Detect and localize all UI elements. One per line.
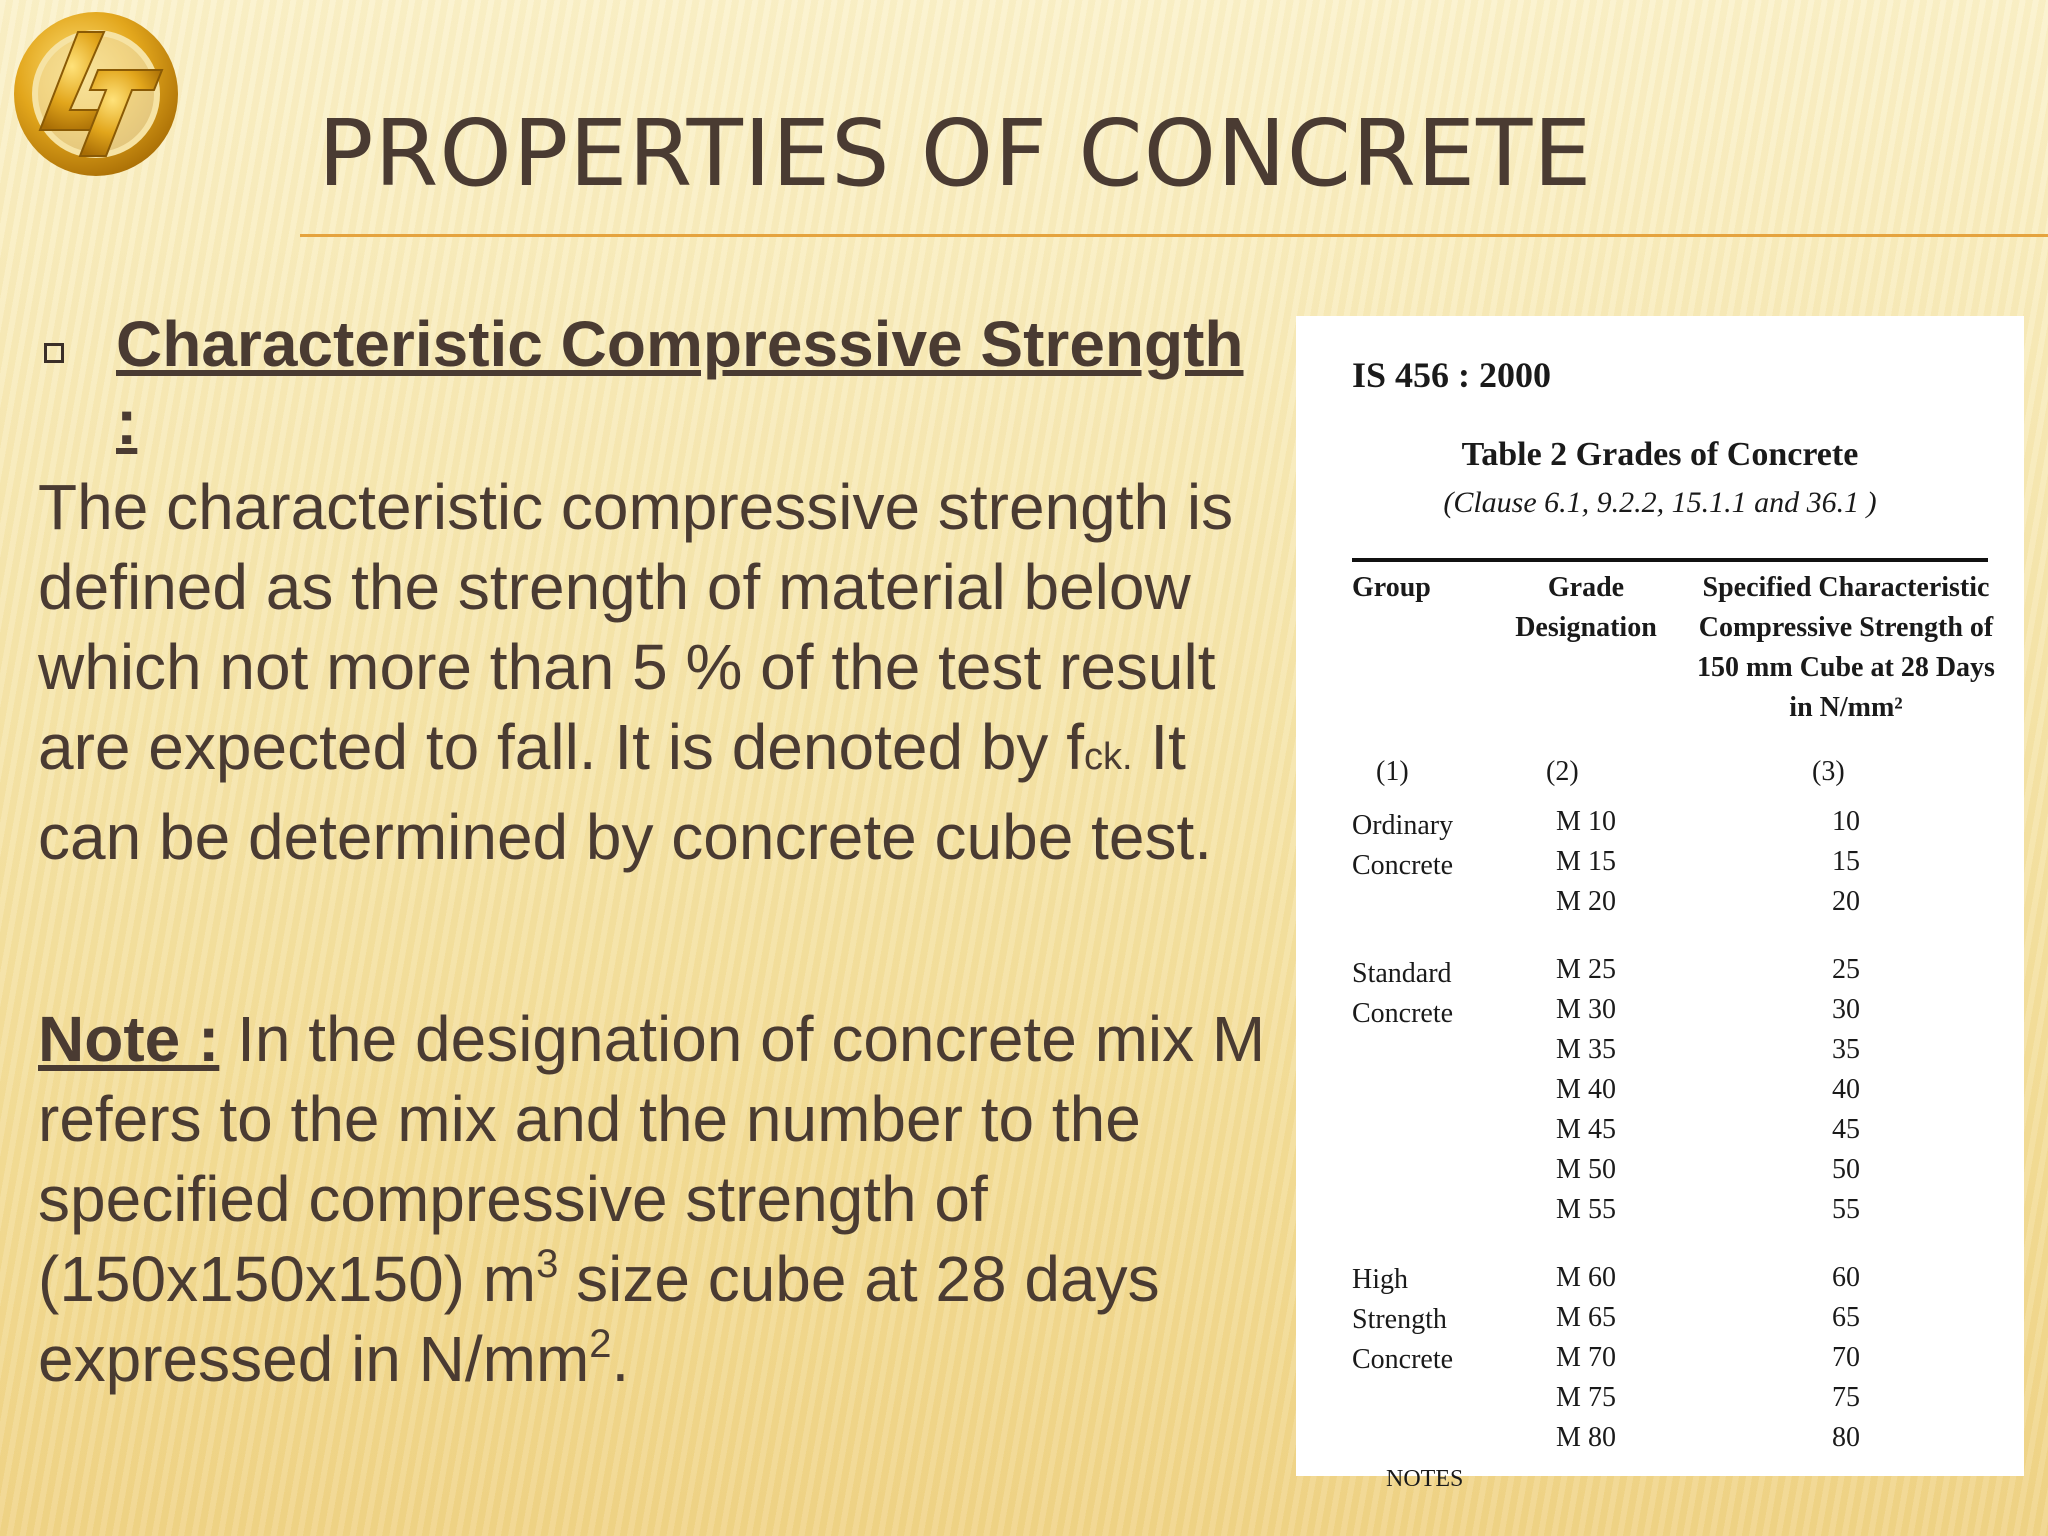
strength-cell: 25 <box>1832 954 1860 985</box>
note-superscript-3: 3 <box>536 1242 559 1286</box>
table-title: Table 2 Grades of Concrete <box>1461 436 1859 473</box>
table-row <box>1296 994 2024 1034</box>
grade-cell: M 10 <box>1556 806 1616 837</box>
table-row <box>1296 1194 2024 1234</box>
table-row <box>1296 1114 2024 1154</box>
strength-cell: 65 <box>1832 1302 1860 1333</box>
grade-cell: M 65 <box>1556 1302 1616 1333</box>
grade-cell: M 80 <box>1556 1422 1616 1453</box>
note-label: Note : <box>38 1003 220 1075</box>
note-text-end: . <box>611 1323 630 1395</box>
grade-cell: M 35 <box>1556 1034 1616 1065</box>
grade-cell: M 50 <box>1556 1154 1616 1185</box>
table-row <box>1296 846 2024 886</box>
grade-cell: M 55 <box>1556 1194 1616 1225</box>
table-row <box>1296 1302 2024 1342</box>
slide-title: PROPERTIES OF CONCRETE <box>318 100 1593 207</box>
column-number-1: (1) <box>1376 756 1409 787</box>
strength-cell: 30 <box>1832 994 1860 1025</box>
strength-cell: 60 <box>1832 1262 1860 1293</box>
grade-cell: M 20 <box>1556 886 1616 917</box>
square-bullet-icon <box>44 343 64 363</box>
definition-paragraph <box>38 467 1278 877</box>
grade-cell: M 70 <box>1556 1342 1616 1373</box>
paragraph-text-1: The characteristic compressive strength is defined as the strength of material below which not more than 5 % of the test result are expected to fall. It is denoted by f <box>38 471 1234 783</box>
grades-table-image <box>1296 316 2024 1492</box>
strength-cell: 70 <box>1832 1342 1860 1373</box>
group-standard: Standard Concrete <box>1352 958 1454 1029</box>
notes-cutoff: NOTES <box>1386 1466 1464 1492</box>
strength-cell: 75 <box>1832 1382 1860 1413</box>
table-row <box>1296 886 2024 926</box>
grade-cell: M 30 <box>1556 994 1616 1025</box>
strength-cell: 20 <box>1832 886 1860 917</box>
header-strength: Specified Characteristic Compressive Strength of 150 mm Cube at 28 Days in N/mm² <box>1697 572 1995 723</box>
slide-body <box>38 305 1278 1399</box>
table-row <box>1296 1262 2024 1302</box>
header-group: Group <box>1352 572 1431 603</box>
grade-cell: M 60 <box>1556 1262 1616 1293</box>
table-row <box>1296 1154 2024 1194</box>
strength-cell: 55 <box>1832 1194 1860 1225</box>
strength-cell: 40 <box>1832 1074 1860 1105</box>
table-row <box>1296 1422 2024 1462</box>
group-ordinary: Ordinary Concrete <box>1352 810 1454 881</box>
note-paragraph <box>38 999 1278 1399</box>
table-row <box>1296 954 2024 994</box>
header-grade: Grade Designation <box>1515 572 1657 643</box>
table-clause: (Clause 6.1, 9.2.2, 15.1.1 and 36.1 ) <box>1443 486 1877 519</box>
table-row <box>1296 1382 2024 1422</box>
table-row <box>1296 806 2024 846</box>
paragraph-text-2: It can be determined by concrete cube test. <box>38 711 1213 873</box>
strength-cell: 15 <box>1832 846 1860 877</box>
strength-cell: 10 <box>1832 806 1860 837</box>
title-divider <box>300 234 2048 237</box>
note-superscript-2: 2 <box>589 1322 612 1366</box>
strength-cell: 35 <box>1832 1034 1860 1065</box>
grade-cell: M 40 <box>1556 1074 1616 1105</box>
note-text-1: In the designation of concrete mix M refers to the mix and the number to the specified compressive strength of (150x150x150) m <box>38 1003 1266 1315</box>
column-number-2: (2) <box>1546 756 1579 787</box>
group-high-strength: High Strength Concrete <box>1352 1264 1454 1375</box>
standard-reference: IS 456 : 2000 <box>1352 355 1552 395</box>
table-row <box>1296 1342 2024 1382</box>
grade-cell: M 25 <box>1556 954 1616 985</box>
bullet-heading: Characteristic Compressive Strength : <box>116 308 1244 458</box>
strength-cell: 50 <box>1832 1154 1860 1185</box>
grade-cell: M 45 <box>1556 1114 1616 1145</box>
fck-subscript: ck. <box>1083 736 1133 778</box>
grade-cell: M 75 <box>1556 1382 1616 1413</box>
strength-cell: 80 <box>1832 1422 1860 1453</box>
strength-cell: 45 <box>1832 1114 1860 1145</box>
table-row <box>1296 1034 2024 1074</box>
column-number-3: (3) <box>1812 756 1845 787</box>
table-top-rule <box>1352 558 1988 562</box>
bullet-item <box>38 305 1278 461</box>
note-text-2: size cube at 28 days expressed in N/mm <box>38 1243 1160 1395</box>
company-logo-icon <box>8 6 184 182</box>
grade-cell: M 15 <box>1556 846 1616 877</box>
table-row <box>1296 1074 2024 1114</box>
